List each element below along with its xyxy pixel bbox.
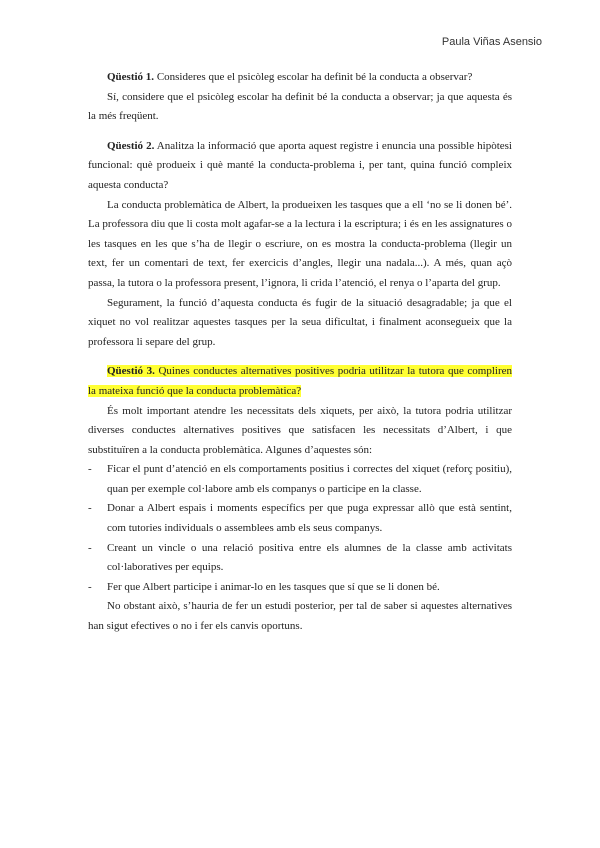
question-2-text: Analitza la informació que aporta aquest registre i enuncia una possible hipòtesi funcional: què produeix i què manté la conducta-problema i, per tant, quina funció compleix aquesta conducta?	[88, 139, 512, 191]
question-3-label: Qüestió 3.	[107, 365, 155, 378]
question-2	[88, 137, 512, 196]
answer-3-intro: És molt important atendre les necessitats dels xiquets, per això, la tutora podria utilitzar diverses conductes alternatives positives que satisfacen les necessitats d’Albert, i que substituïren a la conducta problemàtica. Algunes d’aquestes són:	[88, 404, 512, 456]
answer-1: Sí, considere que el psicòleg escolar ha definit bé la conducta a observar; ja que aquesta és la més freqüent.	[88, 90, 512, 123]
question-1	[88, 68, 512, 88]
answer-2-paragraph-2: Segurament, la funció d’aquesta conducta és fugir de la situació desagradable; ja que el xiquet no vol realitzar aquestes tasques per la seua dificultat, i finalment aconsegueix que la professora li separe del grup.	[88, 296, 512, 348]
question-1-text: Consideres que el psicòleg escolar ha definit bé la conducta a observar?	[156, 71, 473, 83]
list-item: - Fer que Albert participe i animar-lo en les tasques que sí que se li donen bé.	[88, 578, 512, 598]
list-item: - Donar a Albert espais i moments específics per que puga expressar allò que està sentint, com tutories individuals o assemblees amb els seus companys.	[88, 499, 512, 538]
page-header-author: Paula Viñas Asensio	[441, 36, 542, 48]
question-1-label: Qüestió 1.	[107, 71, 155, 83]
question-3-text: Quines conductes alternatives positives podria utilitzar la tutora que compliren la mateixa funció que la conducta problemàtica?	[88, 365, 513, 397]
alternatives-list	[88, 460, 512, 597]
list-item: - Creant un vincle o una relació positiva entre els alumnes de la classe amb activitats col·laboratives per equips.	[88, 539, 512, 578]
answer-3-closing: No obstant això, s’hauria de fer un estudi posterior, per tal de saber si aquestes alternatives han sigut efectives o no i fer els canvis oportuns.	[88, 600, 512, 633]
document-body	[88, 68, 512, 637]
question-3	[88, 362, 512, 401]
answer-2-paragraph-1: La conducta problemàtica de Albert, la produeixen les tasques que a ell ‘no se li donen bé’. La professora diu que li costa molt agafar-se a la lectura i la escriptura; i és en les assignatures o les tasques en les que s’ha de llegir o escriure, on es mostra la conducta-problema (llegir un text, fer un comentari de text, fer exercicis d’angles, llegir una nadala...). A més, quan açò passa, la tutora o la professora present, l’ignora, li crida l’atenció, el renya o l’aparta del grup.	[88, 198, 512, 289]
list-item: - Ficar el punt d’atenció en els comportaments positius i correctes del xiquet (reforç positiu), quan per exemple col·labore amb els companys o participe en la classe.	[88, 460, 512, 499]
question-2-label: Qüestió 2.	[107, 139, 155, 152]
